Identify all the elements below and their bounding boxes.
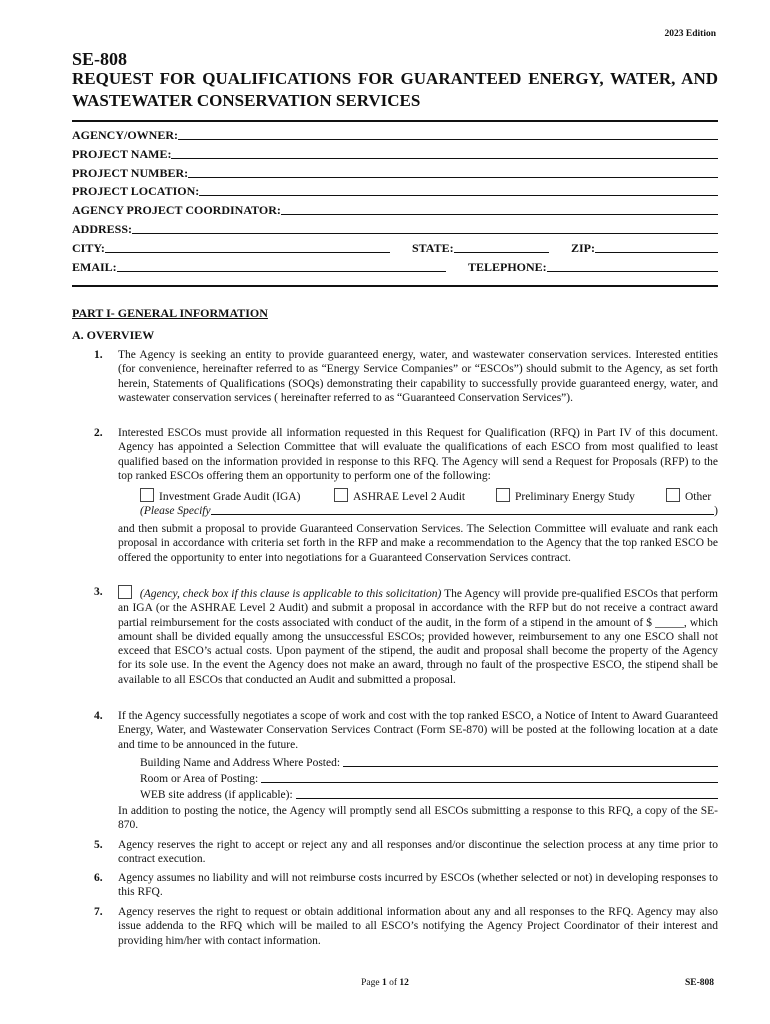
italic-note: (Agency, check box if this clause is applicable to this solicitation) bbox=[139, 588, 442, 600]
item-text: If the Agency successfully negotiates a scope of work and cost with the top ranked ESCO, a Notice of Intent to Award Guaranteed Energy, Water, and Wastewater Conservation Services Contract (Form SE-870) will be posted at the following location at a date and time to be announced in the future. bbox=[118, 710, 718, 751]
project-name-label: PROJECT NAME: bbox=[72, 147, 172, 161]
option-ashrae[interactable] bbox=[334, 488, 496, 503]
project-number-line[interactable] bbox=[188, 165, 718, 178]
item-number: 1. bbox=[94, 349, 103, 361]
iga-label: Investment Grade Audit (IGA) bbox=[159, 490, 301, 503]
iga-checkbox[interactable] bbox=[140, 488, 154, 502]
part-heading: PART I- GENERAL INFORMATION bbox=[72, 306, 268, 320]
top-rule bbox=[72, 120, 718, 122]
telephone-label: TELEPHONE: bbox=[468, 260, 547, 274]
edition-label: 2023 Edition bbox=[664, 29, 716, 39]
item-body: The Agency will provide pre-qualified ESCOs that perform an IGA (or the ASHRAE Level 2 Audit) and submit a proposal in accordance with the RFP but do not receive a contract award partial reimbursement for the costs associated with conduct of the audit, in the form of a stipend in the amount of $ _____, which amount shall be divided equally among the unsuccessful ESCOs; provided however, reimbursement to any one ESCO shall not exceed that ESCO’s actual costs. Upon payment of the stipend, the audit and proposal shall become the property of the Agency for its sole use. In the event the Agency does not make an award, through no fault of the prospective ESCO, the stipend shall be available to all ESCOs that conducted an Audit and submitted a proposal. bbox=[118, 588, 718, 686]
zip-label: ZIP: bbox=[571, 241, 595, 255]
web-field[interactable] bbox=[140, 786, 718, 801]
list-item bbox=[72, 871, 718, 900]
other-checkbox[interactable] bbox=[666, 488, 680, 502]
please-specify-line[interactable] bbox=[211, 504, 715, 515]
footer-form-id: SE-808 bbox=[684, 978, 714, 988]
option-iga[interactable] bbox=[140, 488, 334, 503]
city-field[interactable] bbox=[72, 240, 390, 256]
project-location-label: PROJECT LOCATION: bbox=[72, 184, 200, 198]
page-prefix: Page bbox=[361, 978, 382, 988]
audit-options-row bbox=[140, 487, 718, 503]
item-text bbox=[118, 585, 718, 687]
item-continuation bbox=[72, 522, 718, 565]
project-number-label: PROJECT NUMBER: bbox=[72, 166, 189, 180]
option-other[interactable] bbox=[666, 488, 711, 503]
building-line[interactable] bbox=[343, 756, 718, 767]
close-paren: ) bbox=[714, 505, 718, 517]
room-line[interactable] bbox=[261, 772, 718, 783]
page-current: 1 bbox=[381, 978, 387, 988]
bottom-rule bbox=[72, 285, 718, 287]
item-text: The Agency is seeking an entity to provide guaranteed energy, water, and wastewater conservation services. Interested entities (for convenience, hereinafter referred to as “Energy Service Companies” or “ESCOs”) should submit to the Agency, as set forth herein, Statements of Qualifications (SOQs) demonstrating their capability to successfully provide guaranteed energy, water, and wastewater conservation services ( hereinafter referred to as “Guaranteed Conservation Services”). bbox=[118, 349, 718, 404]
option-preliminary[interactable] bbox=[496, 488, 666, 503]
please-specify-field[interactable] bbox=[140, 502, 718, 517]
telephone-line[interactable] bbox=[547, 259, 718, 272]
page-of: of bbox=[386, 978, 400, 988]
building-label: Building Name and Address Where Posted: bbox=[140, 757, 341, 769]
list-item bbox=[72, 585, 718, 687]
email-line[interactable] bbox=[117, 259, 446, 272]
page-number bbox=[0, 978, 770, 988]
page-total: 12 bbox=[399, 978, 409, 988]
building-field[interactable] bbox=[140, 754, 718, 769]
other-label: Other bbox=[685, 490, 712, 503]
form-number: SE-808 bbox=[72, 49, 128, 69]
item-number: 5. bbox=[94, 839, 103, 851]
coordinator-field[interactable] bbox=[72, 200, 718, 218]
item-number: 6. bbox=[94, 872, 103, 884]
item-continuation bbox=[72, 804, 718, 833]
item-text: and then submit a proposal to provide Guaranteed Conservation Services. The Selection Committee will evaluate and rank each proposal in accordance with criteria set forth in the RFP and make a recommendation to the Agency that the top ranked ESCO be offered the opportunity to enter into negotiations for a Guaranteed Conservation Services contract. bbox=[118, 523, 718, 564]
email-telephone-row bbox=[72, 257, 718, 275]
item-text: Interested ESCOs must provide all information requested in this Request for Qualification (RFQ) in Part IV of this document. Agency has appointed a Selection Committee that will evaluate the qualifications of each ESCO from most qualified to least qualified based on the information provided in response to this RFQ. The Agency will send a Request for Proposals (RFP) to the top ranked ESCOs offering them an opportunity to perform one of the following: bbox=[118, 427, 718, 482]
preliminary-checkbox[interactable] bbox=[496, 488, 510, 502]
item-number: 3. bbox=[94, 586, 103, 598]
item-text: Agency reserves the right to accept or reject any and all responses and/or discontinue the selection process at any time prior to contract execution. bbox=[118, 839, 718, 866]
ashrae-label: ASHRAE Level 2 Audit bbox=[353, 490, 466, 503]
stipend-checkbox[interactable] bbox=[118, 585, 132, 599]
agency-owner-field[interactable] bbox=[72, 125, 718, 143]
section-heading: A. OVERVIEW bbox=[72, 328, 155, 342]
agency-owner-label: AGENCY/OWNER: bbox=[72, 128, 179, 142]
email-field[interactable] bbox=[72, 259, 446, 275]
list-item bbox=[72, 348, 718, 405]
list-item bbox=[72, 838, 718, 867]
address-field[interactable] bbox=[72, 219, 718, 237]
list-item bbox=[72, 905, 718, 948]
state-line[interactable] bbox=[454, 240, 549, 253]
item-text: Agency assumes no liability and will not reimburse costs incurred by ESCOs (whether selected or not) in developing responses to this RFQ. bbox=[118, 872, 718, 899]
room-field[interactable] bbox=[140, 770, 718, 785]
item-text: Agency reserves the right to request or obtain additional information about any and all responses to the RFQ. Agency may also issue addenda to the RFQ which will be mailed to all ESCO’s notifying the Agency Project Coordinator of their interest and providing him/her with contact information. bbox=[118, 906, 718, 947]
room-label: Room or Area of Posting: bbox=[140, 773, 259, 785]
agency-owner-line[interactable] bbox=[178, 127, 718, 140]
coordinator-label: AGENCY PROJECT COORDINATOR: bbox=[72, 203, 281, 217]
preliminary-label: Preliminary Energy Study bbox=[515, 490, 635, 503]
project-name-line[interactable] bbox=[171, 146, 718, 159]
list-item bbox=[72, 709, 718, 752]
page-title: REQUEST FOR QUALIFICATIONS FOR GUARANTEED ENERGY, WATER, AND WASTEWATER CONSERVATION SERVICES bbox=[72, 69, 718, 110]
zip-line[interactable] bbox=[595, 240, 718, 253]
project-name-field[interactable] bbox=[72, 144, 718, 162]
please-specify-label: (Please Specify bbox=[140, 505, 211, 517]
ashrae-checkbox[interactable] bbox=[334, 488, 348, 502]
project-number-field[interactable] bbox=[72, 163, 718, 181]
address-label: ADDRESS: bbox=[72, 222, 133, 236]
project-location-line[interactable] bbox=[199, 183, 718, 196]
web-line[interactable] bbox=[296, 788, 718, 799]
item-number: 7. bbox=[94, 906, 103, 918]
address-line[interactable] bbox=[132, 221, 718, 234]
coordinator-line[interactable] bbox=[281, 202, 718, 215]
list-item bbox=[72, 426, 718, 483]
email-label: EMAIL: bbox=[72, 260, 117, 274]
state-label: STATE: bbox=[412, 241, 454, 255]
telephone-field[interactable] bbox=[468, 259, 718, 275]
zip-field[interactable] bbox=[571, 240, 718, 256]
web-label: WEB site address (if applicable): bbox=[140, 789, 293, 801]
item-number: 2. bbox=[94, 427, 103, 439]
city-label: CITY: bbox=[72, 241, 105, 255]
city-state-zip-row bbox=[72, 238, 718, 256]
state-field[interactable] bbox=[412, 240, 549, 256]
item-number: 4. bbox=[94, 710, 103, 722]
city-line[interactable] bbox=[105, 240, 390, 253]
project-location-field[interactable] bbox=[72, 181, 718, 199]
item-text: In addition to posting the notice, the Agency will promptly send all ESCOs submitting a response to this RFQ, a copy of the SE-870. bbox=[118, 805, 718, 832]
